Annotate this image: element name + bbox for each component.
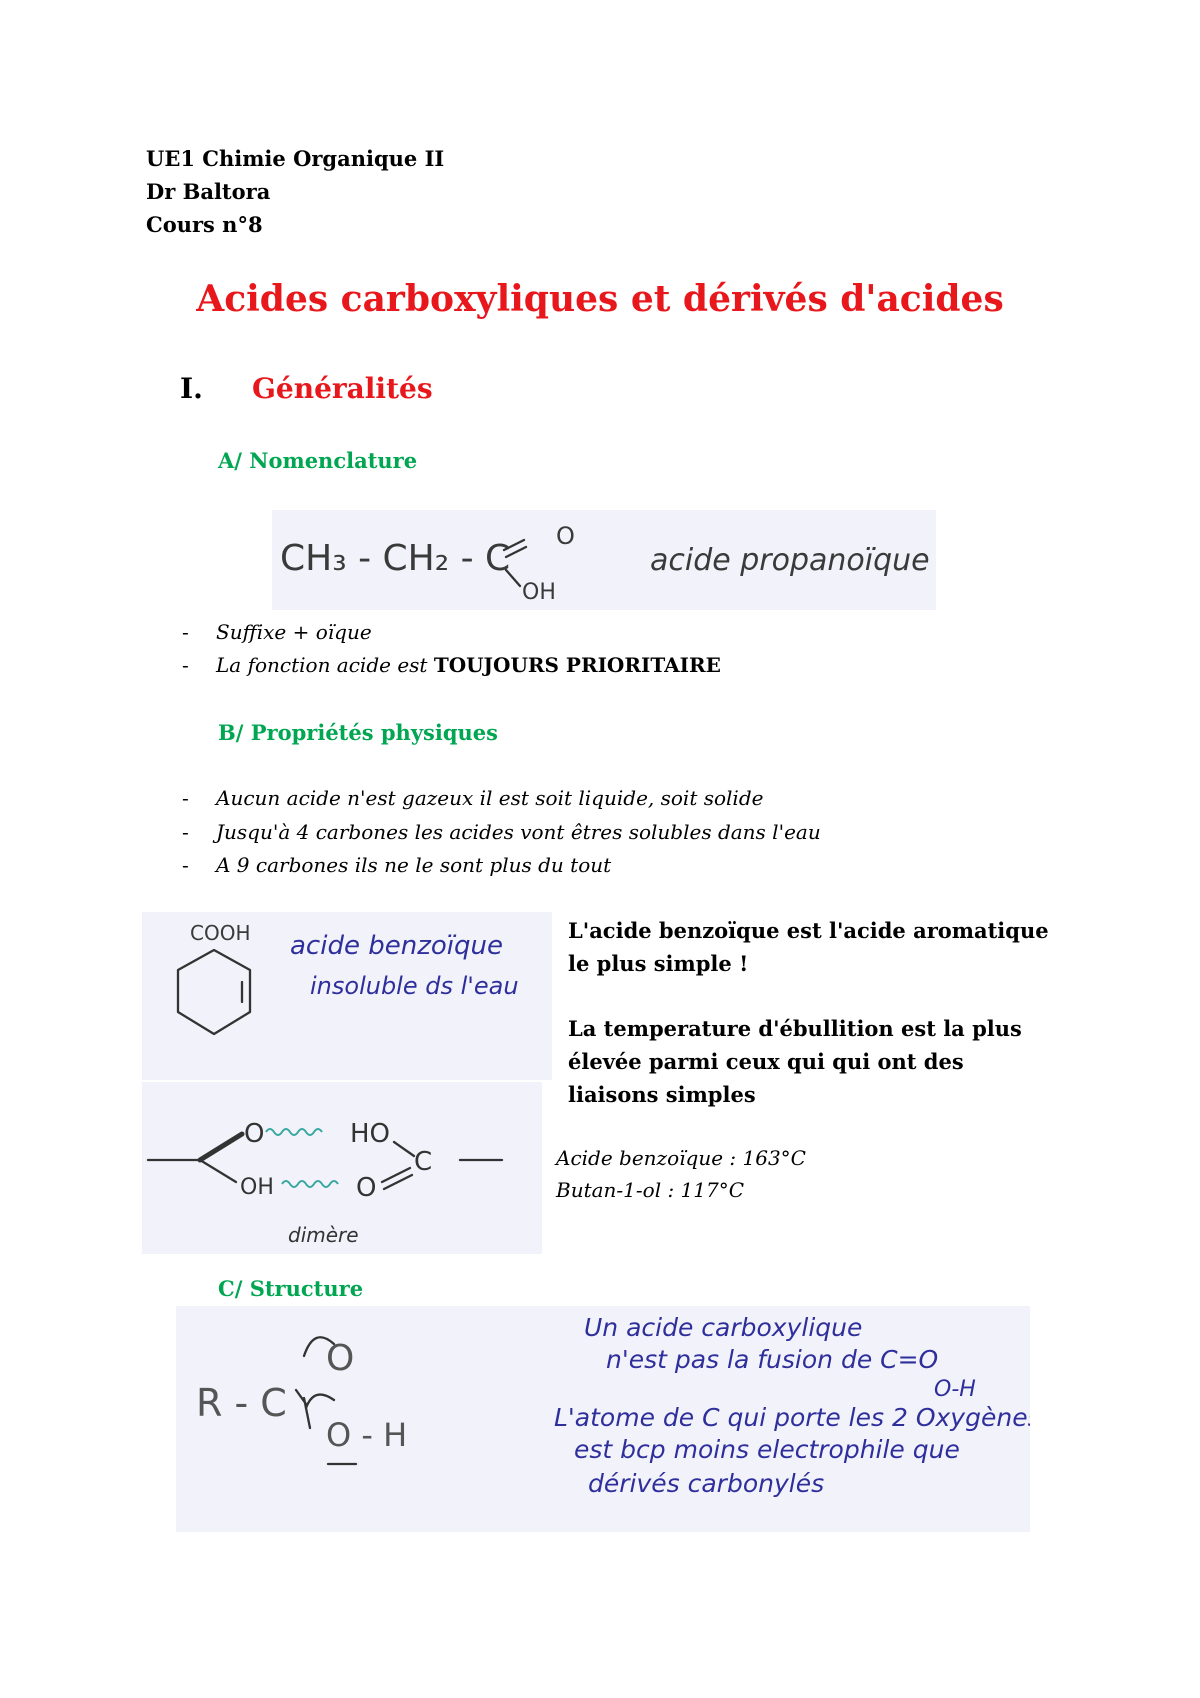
- formula-text: CH₃ - CH₂ - C: [280, 538, 511, 579]
- list-item: [182, 620, 372, 644]
- structure-note: L'atome de C qui porte les 2 Oxygènes: [554, 1403, 1030, 1432]
- benzoic-aside-2: La temperature d'ébullition est la plus élevée parmi ceux qui qui ont des liaisons simples: [568, 1016, 1022, 1107]
- boiling-point-benzoic: Acide benzoïque : 163°C: [556, 1146, 806, 1170]
- dimer-drawing: [142, 1082, 542, 1254]
- dimer-caption: dimère: [288, 1223, 359, 1247]
- right-double-bond: [382, 1168, 410, 1182]
- carbonyl-oxygen: O: [326, 1338, 355, 1379]
- subsection-c-title: C/ Structure: [218, 1276, 364, 1301]
- teacher-name: Dr Baltora: [146, 179, 271, 204]
- benzoic-acid-drawing: [142, 912, 552, 1080]
- section-number: I.: [180, 372, 203, 405]
- hydrogen-bond-icon: [282, 1181, 338, 1187]
- structure-figure: [176, 1306, 1030, 1532]
- bullet-dash: -: [182, 620, 189, 644]
- bullet-dash: -: [182, 820, 189, 844]
- left-single-bond: [200, 1160, 236, 1182]
- subsection-b-title: B/ Propriétés physiques: [218, 720, 498, 745]
- electron-arrow-icon: [306, 1395, 334, 1408]
- dimer-figure: [142, 1082, 542, 1254]
- bond-strokes: [296, 1390, 310, 1428]
- bullet-text: Aucun acide n'est gazeux il est soit liquide, soit solide: [216, 786, 764, 810]
- oh-label: OH: [240, 1175, 274, 1200]
- structure-note: dérivés carbonylés: [588, 1469, 825, 1498]
- cooh-label: COOH: [190, 921, 251, 945]
- right-single-bond: [394, 1142, 414, 1156]
- benzoic-acid-figure: [142, 912, 552, 1080]
- benzoic-aside-1: L'acide benzoïque est l'acide aromatique le plus simple !: [568, 918, 1049, 976]
- acid-name: acide propanoïque: [650, 543, 930, 578]
- benzoic-note-line1: acide benzoïque: [290, 931, 503, 961]
- r-c-label: R - C: [196, 1381, 287, 1425]
- structure-note: Un acide carboxylique: [584, 1313, 863, 1342]
- right-double-bond: [384, 1175, 412, 1189]
- structure-note: n'est pas la fusion de C=O: [606, 1345, 939, 1374]
- ho-label: HO: [350, 1119, 391, 1149]
- bullet-text: A 9 carbones ils ne le sont plus du tout: [216, 853, 612, 877]
- benzoic-note-line2: insoluble ds l'eau: [310, 972, 519, 1000]
- list-item: [182, 820, 821, 844]
- bullet-text: Jusqu'à 4 carbones les acides vont êtres solubles dans l'eau: [216, 820, 821, 844]
- oxygen-left: O: [244, 1119, 265, 1149]
- bullet-text: Suffixe + oïque: [216, 620, 372, 644]
- subsection-a-title: A/ Nomenclature: [218, 448, 418, 473]
- lesson-number: Cours n°8: [146, 212, 263, 237]
- list-item: [182, 786, 763, 810]
- carbon-label: C: [414, 1147, 433, 1177]
- hydroxyl-label: OH: [522, 580, 556, 605]
- benzene-ring-icon: [178, 950, 250, 1034]
- bullet-emphasis: TOUJOURS PRIORITAIRE: [433, 653, 721, 677]
- oxygen-label: O: [556, 522, 575, 550]
- page-title: Acides carboxyliques et dérivés d'acides: [196, 278, 1004, 320]
- bullet-text: La fonction acide est: [216, 653, 434, 677]
- oxygen-right: O: [356, 1173, 377, 1203]
- list-item: [182, 853, 611, 877]
- structure-note: O-H: [934, 1377, 976, 1402]
- boiling-point-butanol: Butan-1-ol : 117°C: [556, 1178, 745, 1202]
- hydrogen-bond-icon: [266, 1129, 322, 1135]
- hydroxyl-group: O - H: [326, 1416, 408, 1454]
- section-title: Généralités: [252, 372, 433, 405]
- bullet-dash: -: [182, 786, 189, 810]
- course-name: UE1 Chimie Organique II: [146, 146, 445, 171]
- bullet-dash: -: [182, 853, 189, 877]
- structure-note: est bcp moins electrophile que: [574, 1435, 960, 1464]
- nomenclature-drawing: [272, 510, 936, 610]
- bullet-dash: -: [182, 653, 189, 677]
- left-double-bond: [200, 1134, 242, 1160]
- nomenclature-figure: [272, 510, 936, 610]
- list-item: [182, 653, 721, 677]
- section-heading: [180, 372, 433, 405]
- structure-drawing: [176, 1306, 1030, 1532]
